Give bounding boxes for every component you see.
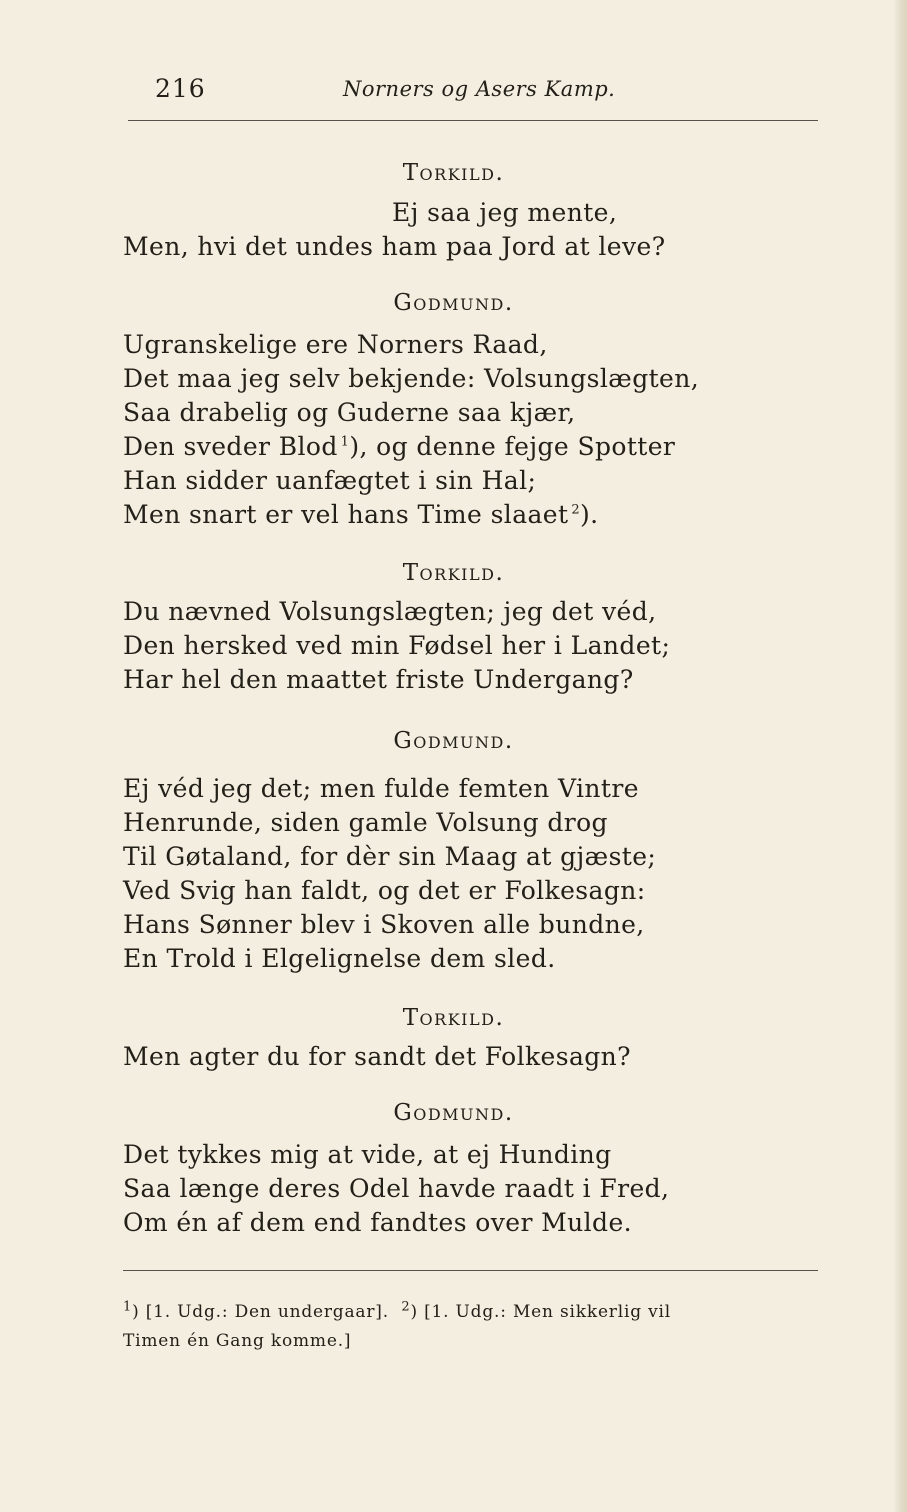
page-number: 216 — [155, 74, 206, 103]
speaker-heading: Torkild. — [402, 160, 505, 186]
verse-line: Henrunde, siden gamle Volsung drog — [123, 808, 608, 837]
footnote-rule — [123, 1270, 818, 1271]
verse-line: Du nævned Volsungslægten; jeg det véd, — [123, 597, 657, 626]
verse-text: Men snart er vel hans Time slaaet — [123, 500, 569, 529]
footnote-marker: 1 — [340, 434, 350, 450]
verse-line: Han sidder uanfægtet i sin Hal; — [123, 466, 537, 495]
speaker-heading: Godmund. — [393, 1100, 514, 1126]
verse-text: ), og denne fejge Spotter — [349, 432, 676, 461]
verse-line: Ved Svig han faldt, og det er Folkesagn: — [123, 876, 646, 905]
verse-line: Den hersked ved min Fødsel her i Landet; — [123, 631, 671, 660]
footnote-line — [123, 1299, 671, 1322]
verse-text: Den sveder Blod — [123, 432, 338, 461]
verse-line: Men agter du for sandt det Folkesagn? — [123, 1042, 631, 1071]
verse-line: Ej saa jeg mente, — [392, 198, 618, 227]
running-title: Norners og Asers Kamp. — [343, 77, 616, 101]
footnote-marker: 1 — [123, 1299, 133, 1315]
verse-line: Saa drabelig og Guderne saa kjær, — [123, 398, 576, 427]
verse-line: Saa længe deres Odel havde raadt i Fred, — [123, 1174, 670, 1203]
verse-line: Det tykkes mig at vide, at ej Hunding — [123, 1140, 612, 1169]
verse-line: Om én af dem end fandtes over Mulde. — [123, 1208, 632, 1237]
speaker-heading: Torkild. — [402, 560, 505, 586]
verse-line: Det maa jeg selv bekjende: Volsungslægten, — [123, 364, 700, 393]
footnote-text: ) [1. Udg.: Men sikkerlig vil — [410, 1302, 671, 1322]
verse-line: Men, hvi det undes ham paa Jord at leve? — [123, 232, 666, 261]
speaker-heading: Torkild. — [402, 1005, 505, 1031]
page-header — [155, 70, 815, 110]
verse-line: Ugranskelige ere Norners Raad, — [123, 330, 548, 359]
verse-line: Har hel den maattet friste Undergang? — [123, 665, 634, 694]
verse-line — [123, 500, 599, 529]
verse-line: Til Gøtaland, for dèr sin Maag at gjæste; — [123, 842, 657, 871]
verse-line: Ej véd jeg det; men fulde femten Vintre — [123, 774, 639, 803]
footnote-line: Timen én Gang komme.] — [123, 1331, 352, 1351]
verse-line — [123, 432, 675, 461]
footnote-marker: 2 — [401, 1299, 411, 1315]
verse-text: ). — [580, 500, 599, 529]
verse-line: Hans Sønner blev i Skoven alle bundne, — [123, 910, 645, 939]
speaker-heading: Godmund. — [393, 290, 514, 316]
page-edge-shadow — [893, 0, 907, 1512]
speaker-heading: Godmund. — [393, 728, 514, 754]
verse-line: En Trold i Elgelignelse dem sled. — [123, 944, 556, 973]
footnote-marker: 2 — [571, 502, 581, 518]
header-rule — [128, 120, 818, 121]
footnote-text: ) [1. Udg.: Den undergaar]. — [132, 1302, 389, 1322]
